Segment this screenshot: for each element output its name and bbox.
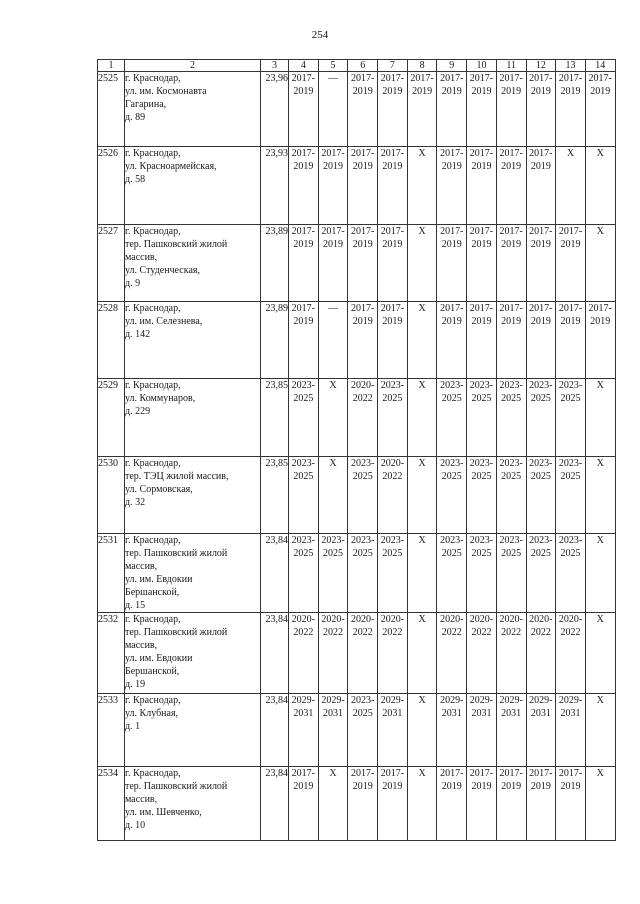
period-cell: 2017- 2019 — [467, 72, 497, 147]
period-cell: X — [407, 534, 437, 613]
period-cell: 2017- 2019 — [496, 225, 526, 302]
data-table — [97, 59, 616, 841]
column-header: 5 — [318, 60, 348, 72]
period-cell: X — [585, 767, 615, 841]
address-cell: г. Краснодар, ул. Клубная, д. 1 — [125, 694, 261, 767]
period-cell: 2020- 2022 — [289, 613, 319, 694]
period-cell: 2020- 2022 — [556, 613, 586, 694]
period-cell: 2017- 2019 — [496, 767, 526, 841]
period-cell: 2017- 2019 — [289, 225, 319, 302]
area-value-cell: 23,85 — [261, 379, 289, 457]
period-cell: X — [407, 225, 437, 302]
period-cell: X — [318, 457, 348, 534]
period-cell: 2017- 2019 — [585, 72, 615, 147]
row-number-cell: 2530 — [98, 457, 125, 534]
period-cell: 2020- 2022 — [378, 457, 408, 534]
period-cell: X — [407, 147, 437, 225]
period-cell: 2029- 2031 — [496, 694, 526, 767]
table-row — [98, 225, 616, 302]
period-cell: 2020- 2022 — [437, 613, 467, 694]
period-cell: 2017- 2019 — [496, 302, 526, 379]
period-cell: 2020- 2022 — [318, 613, 348, 694]
table-row — [98, 72, 616, 147]
period-cell: 2023- 2025 — [289, 457, 319, 534]
column-header: 4 — [289, 60, 319, 72]
period-cell: 2017- 2019 — [556, 72, 586, 147]
period-cell: 2017- 2019 — [467, 147, 497, 225]
row-number-cell: 2525 — [98, 72, 125, 147]
period-cell: 2017- 2019 — [556, 767, 586, 841]
period-cell: 2020- 2022 — [348, 613, 378, 694]
period-cell: 2023- 2025 — [378, 379, 408, 457]
row-number-cell: 2527 — [98, 225, 125, 302]
period-cell: 2017- 2019 — [407, 72, 437, 147]
period-cell: 2023- 2025 — [289, 534, 319, 613]
period-cell: 2017- 2019 — [496, 147, 526, 225]
period-cell: 2017- 2019 — [378, 302, 408, 379]
table-row — [98, 767, 616, 841]
table-row — [98, 147, 616, 225]
period-cell: 2023- 2025 — [556, 457, 586, 534]
period-cell: 2023- 2025 — [467, 534, 497, 613]
period-cell: 2023- 2025 — [526, 457, 556, 534]
period-cell: 2017- 2019 — [467, 767, 497, 841]
period-cell: 2023- 2025 — [348, 694, 378, 767]
period-cell: X — [585, 379, 615, 457]
period-cell: 2017- 2019 — [378, 767, 408, 841]
period-cell: 2017- 2019 — [437, 302, 467, 379]
column-header: 3 — [261, 60, 289, 72]
period-cell: 2020- 2022 — [378, 613, 408, 694]
column-header: 2 — [125, 60, 261, 72]
period-cell: 2017- 2019 — [348, 302, 378, 379]
period-cell: — — [318, 72, 348, 147]
period-cell: 2029- 2031 — [289, 694, 319, 767]
page-number: 254 — [311, 29, 329, 41]
period-cell: 2017- 2019 — [496, 72, 526, 147]
table-row — [98, 302, 616, 379]
area-value-cell: 23,84 — [261, 613, 289, 694]
period-cell: 2017- 2019 — [348, 147, 378, 225]
column-header: 11 — [496, 60, 526, 72]
period-cell: 2017- 2019 — [526, 767, 556, 841]
table-row — [98, 613, 616, 694]
period-cell: 2023- 2025 — [556, 534, 586, 613]
period-cell: X — [585, 225, 615, 302]
address-cell: г. Краснодар, тер. Пашковский жилой массив, ул. им. Шевченко, д. 10 — [125, 767, 261, 841]
period-cell: 2017- 2019 — [526, 147, 556, 225]
column-header: 6 — [348, 60, 378, 72]
area-value-cell: 23,89 — [261, 302, 289, 379]
area-value-cell: 23,84 — [261, 534, 289, 613]
address-cell: г. Краснодар, ул. им. Селезнева, д. 142 — [125, 302, 261, 379]
period-cell: 2023- 2025 — [437, 534, 467, 613]
period-cell: 2017- 2019 — [437, 147, 467, 225]
row-number-cell: 2526 — [98, 147, 125, 225]
address-cell: г. Краснодар, ул. Красноармейская, д. 58 — [125, 147, 261, 225]
period-cell: 2023- 2025 — [437, 457, 467, 534]
period-cell: 2017- 2019 — [289, 302, 319, 379]
period-cell: 2017- 2019 — [318, 225, 348, 302]
table-row — [98, 694, 616, 767]
period-cell: 2029- 2031 — [526, 694, 556, 767]
period-cell: 2020- 2022 — [348, 379, 378, 457]
period-cell: 2017- 2019 — [378, 147, 408, 225]
period-cell: 2017- 2019 — [437, 767, 467, 841]
period-cell: X — [585, 534, 615, 613]
period-cell: 2017- 2019 — [526, 225, 556, 302]
period-cell: 2020- 2022 — [526, 613, 556, 694]
period-cell: X — [407, 694, 437, 767]
column-header: 7 — [378, 60, 408, 72]
address-cell: г. Краснодар, ул. им. Космонавта Гагарина, д. 89 — [125, 72, 261, 147]
column-header: 9 — [437, 60, 467, 72]
period-cell: 2017- 2019 — [556, 302, 586, 379]
column-header: 13 — [556, 60, 586, 72]
area-value-cell: 23,85 — [261, 457, 289, 534]
period-cell: 2017- 2019 — [348, 767, 378, 841]
address-cell: г. Краснодар, ул. Коммунаров, д. 229 — [125, 379, 261, 457]
period-cell: 2017- 2019 — [556, 225, 586, 302]
period-cell: X — [407, 302, 437, 379]
period-cell: X — [318, 767, 348, 841]
period-cell: 2017- 2019 — [467, 302, 497, 379]
row-number-cell: 2532 — [98, 613, 125, 694]
period-cell: 2023- 2025 — [318, 534, 348, 613]
period-cell: 2023- 2025 — [556, 379, 586, 457]
period-cell: 2023- 2025 — [378, 534, 408, 613]
table-row — [98, 534, 616, 613]
address-cell: г. Краснодар, тер. Пашковский жилой массив, ул. им. Евдокии Бершанской, д. 19 — [125, 613, 261, 694]
table-row — [98, 379, 616, 457]
period-cell: 2023- 2025 — [526, 534, 556, 613]
area-value-cell: 23,93 — [261, 147, 289, 225]
period-cell: X — [556, 147, 586, 225]
period-cell: 2020- 2022 — [496, 613, 526, 694]
period-cell: 2017- 2019 — [585, 302, 615, 379]
column-number-row — [98, 60, 616, 72]
column-header: 1 — [98, 60, 125, 72]
column-header: 10 — [467, 60, 497, 72]
period-cell: 2023- 2025 — [496, 457, 526, 534]
period-cell: 2023- 2025 — [467, 379, 497, 457]
row-number-cell: 2529 — [98, 379, 125, 457]
period-cell: 2017- 2019 — [318, 147, 348, 225]
period-cell: X — [318, 379, 348, 457]
period-cell: 2017- 2019 — [348, 225, 378, 302]
table-row — [98, 457, 616, 534]
table-body — [98, 72, 616, 841]
period-cell: X — [407, 613, 437, 694]
period-cell: 2029- 2031 — [467, 694, 497, 767]
period-cell: 2017- 2019 — [289, 72, 319, 147]
period-cell: 2023- 2025 — [496, 534, 526, 613]
row-number-cell: 2531 — [98, 534, 125, 613]
area-value-cell: 23,96 — [261, 72, 289, 147]
period-cell: X — [585, 147, 615, 225]
period-cell: 2017- 2019 — [289, 147, 319, 225]
period-cell: X — [407, 457, 437, 534]
period-cell: X — [585, 457, 615, 534]
period-cell: — — [318, 302, 348, 379]
period-cell: 2020- 2022 — [467, 613, 497, 694]
row-number-cell: 2528 — [98, 302, 125, 379]
column-header: 14 — [585, 60, 615, 72]
period-cell: 2023- 2025 — [496, 379, 526, 457]
period-cell: 2029- 2031 — [318, 694, 348, 767]
period-cell: 2017- 2019 — [378, 72, 408, 147]
address-cell: г. Краснодар, тер. ТЭЦ жилой массив, ул. Сормовская, д. 32 — [125, 457, 261, 534]
period-cell: 2017- 2019 — [467, 225, 497, 302]
area-value-cell: 23,84 — [261, 694, 289, 767]
period-cell: 2029- 2031 — [556, 694, 586, 767]
period-cell: X — [407, 767, 437, 841]
period-cell: 2017- 2019 — [437, 72, 467, 147]
period-cell: 2017- 2019 — [378, 225, 408, 302]
period-cell: 2023- 2025 — [526, 379, 556, 457]
column-header: 8 — [407, 60, 437, 72]
period-cell: 2017- 2019 — [348, 72, 378, 147]
column-header: 12 — [526, 60, 556, 72]
area-value-cell: 23,84 — [261, 767, 289, 841]
period-cell: 2017- 2019 — [526, 302, 556, 379]
period-cell: 2023- 2025 — [437, 379, 467, 457]
address-cell: г. Краснодар, тер. Пашковский жилой массив, ул. им. Евдокии Бершанской, д. 15 — [125, 534, 261, 613]
area-value-cell: 23,89 — [261, 225, 289, 302]
row-number-cell: 2533 — [98, 694, 125, 767]
period-cell: 2023- 2025 — [467, 457, 497, 534]
period-cell: 2023- 2025 — [348, 457, 378, 534]
period-cell: 2023- 2025 — [289, 379, 319, 457]
period-cell: 2029- 2031 — [378, 694, 408, 767]
period-cell: 2017- 2019 — [526, 72, 556, 147]
row-number-cell: 2534 — [98, 767, 125, 841]
period-cell: 2029- 2031 — [437, 694, 467, 767]
period-cell: 2017- 2019 — [437, 225, 467, 302]
period-cell: X — [407, 379, 437, 457]
period-cell: X — [585, 694, 615, 767]
period-cell: 2023- 2025 — [348, 534, 378, 613]
address-cell: г. Краснодар, тер. Пашковский жилой массив, ул. Студенческая, д. 9 — [125, 225, 261, 302]
period-cell: X — [585, 613, 615, 694]
period-cell: 2017- 2019 — [289, 767, 319, 841]
